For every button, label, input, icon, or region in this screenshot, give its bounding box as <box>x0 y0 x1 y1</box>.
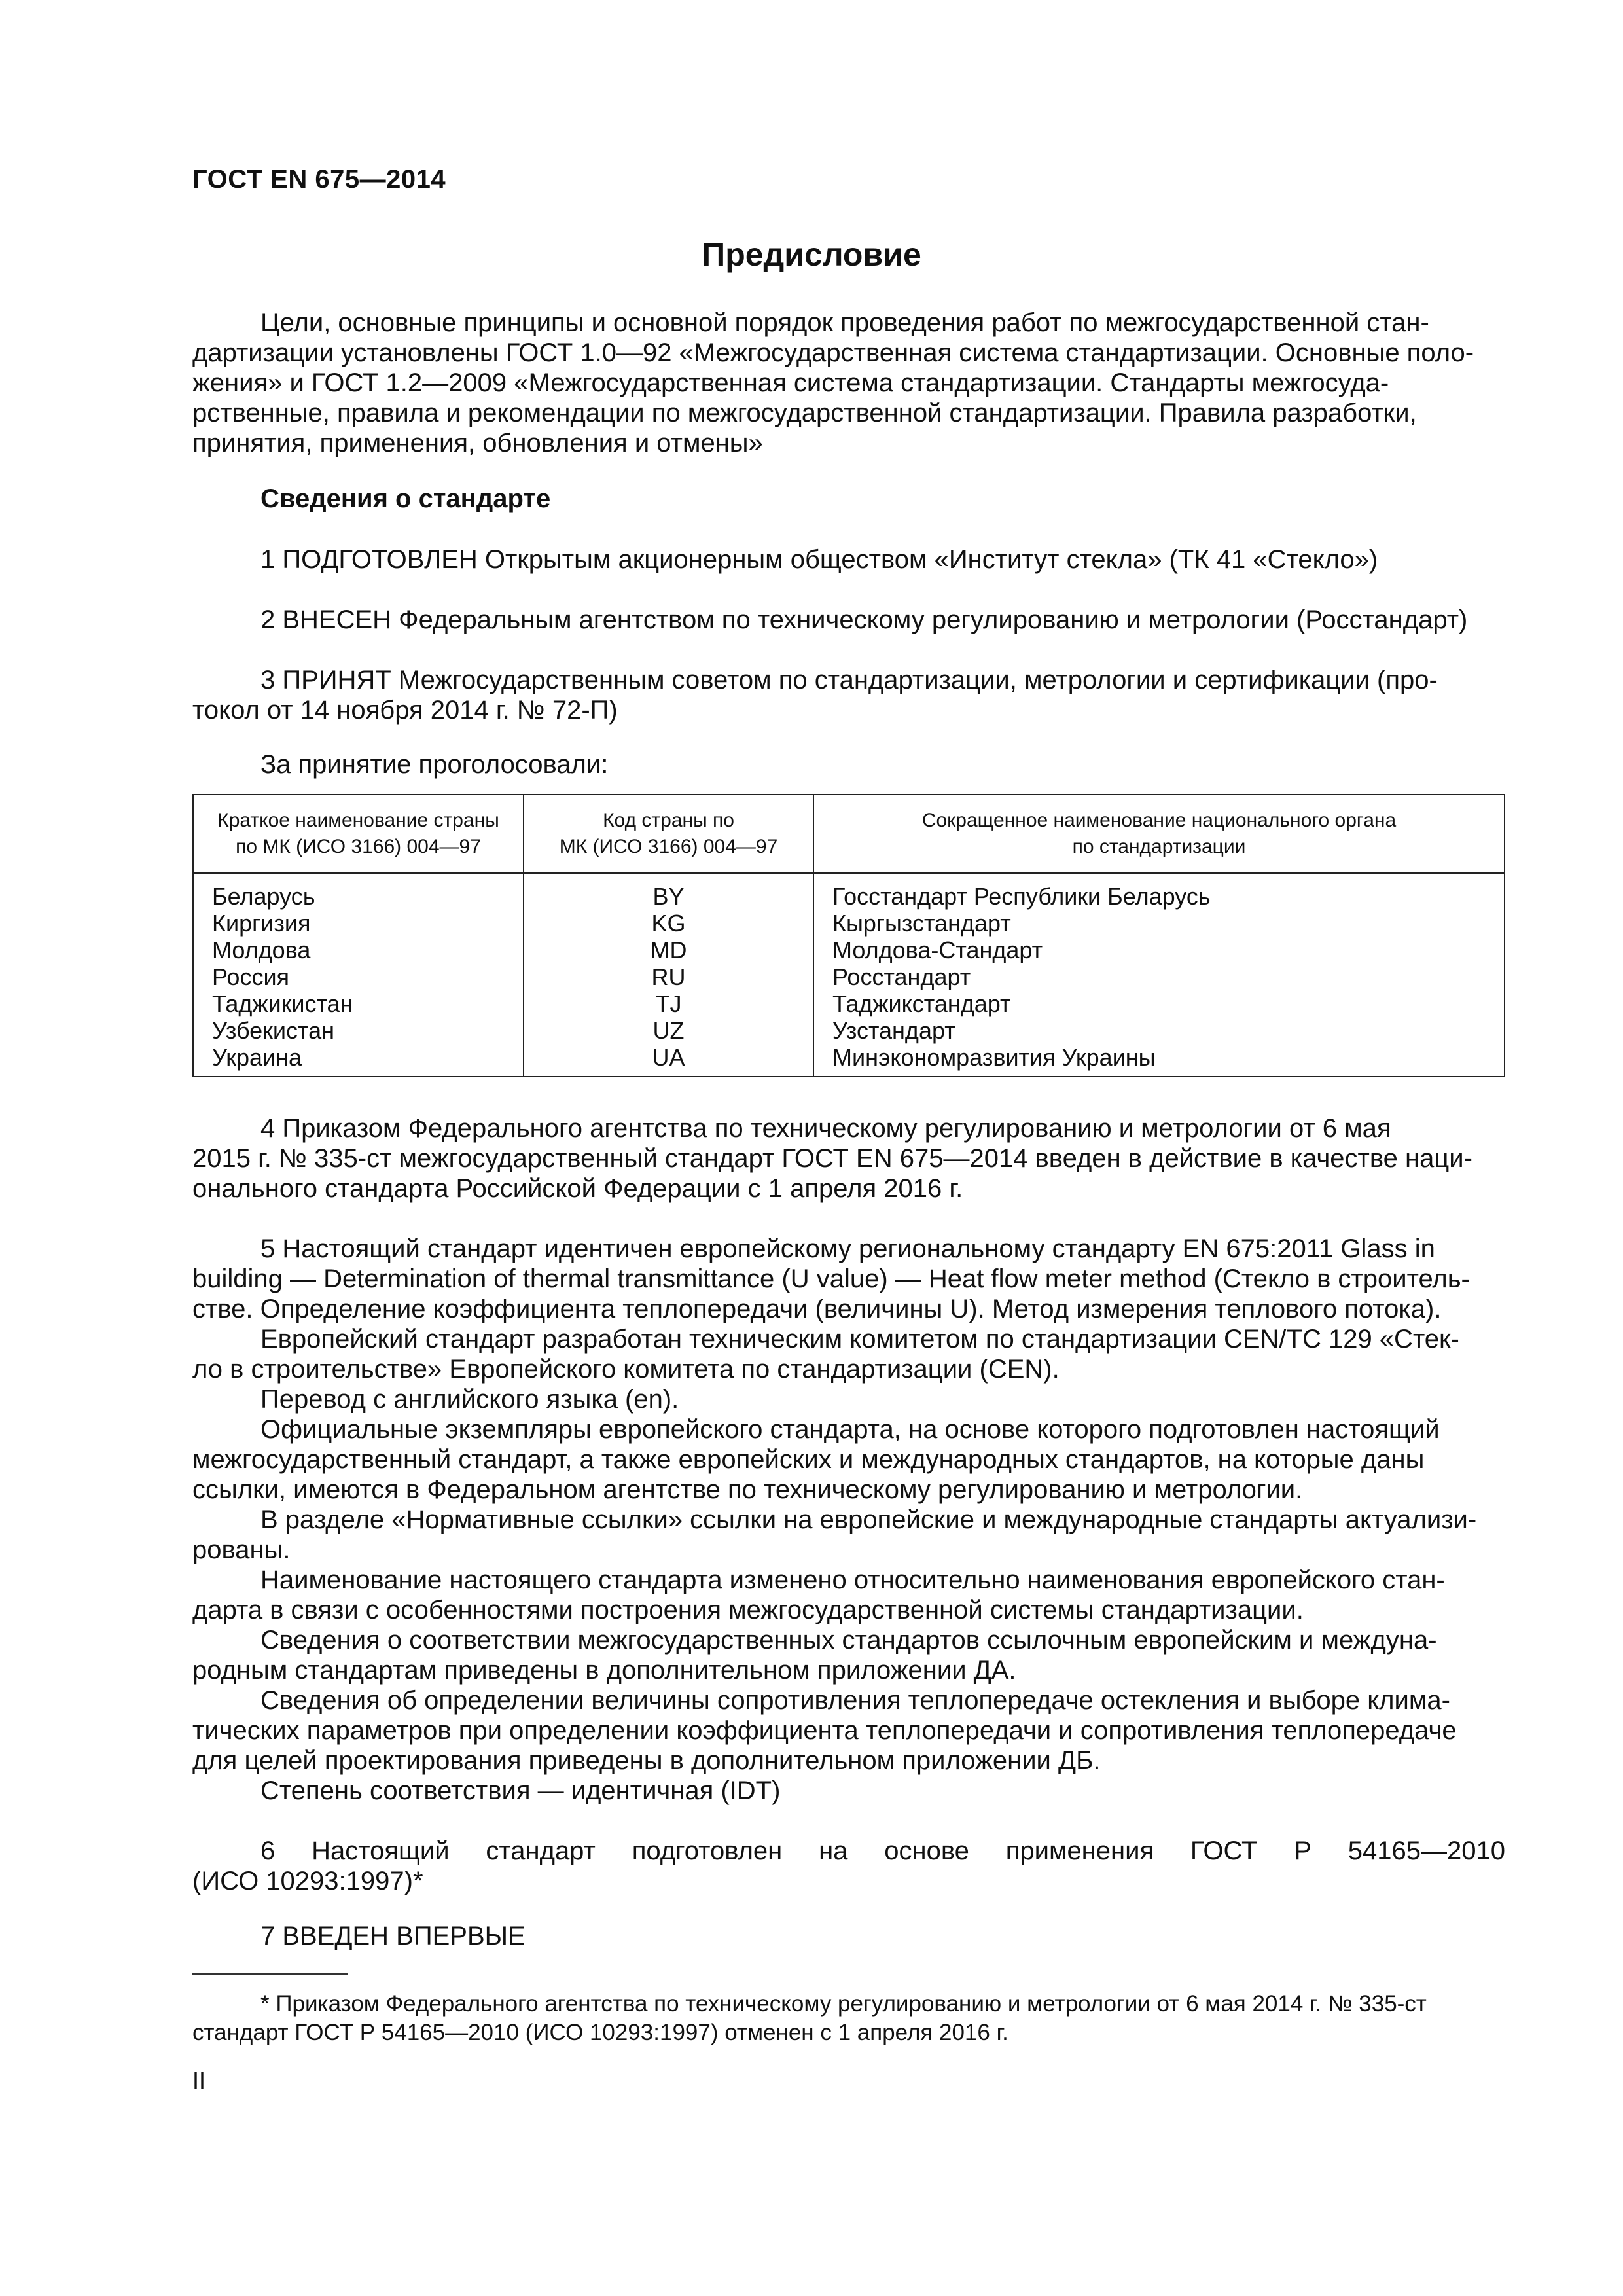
text-line: В разделе «Нормативные ссылки» ссылки на европейские и международные стандарты актуализи- <box>260 1505 1477 1534</box>
page-number: II <box>192 2067 206 2094</box>
table-row <box>193 873 1505 1077</box>
body-column <box>813 873 1505 1077</box>
text-line: токол от 14 ноября 2014 г. № 72-П) <box>192 696 618 725</box>
text-line: 2015 г. № 335-ст межгосударственный стандарт ГОСТ EN 675—2014 введен в действие в качестве наци- <box>192 1144 1472 1173</box>
body-cell: Молдова-Стандарт <box>832 937 1043 963</box>
body-cell: Госстандарт Республики Беларусь <box>832 883 1211 910</box>
table-header-body <box>813 795 1505 873</box>
text-line: 4 Приказом Федерального агентства по техническому регулированию и метрологии от 6 мая <box>260 1114 1391 1143</box>
vote-table <box>192 794 1505 1077</box>
country-cell: Россия <box>212 963 290 990</box>
item-1: 1 ПОДГОТОВЛЕН Открытым акционерным обществом «Институт стекла» (ТК 41 «Стекло») <box>260 545 1378 574</box>
text-line: родным стандартам приведены в дополнительном приложении ДА. <box>192 1656 1016 1685</box>
header-line: Краткое наименование страны <box>217 810 499 831</box>
footnote-line: стандарт ГОСТ Р 54165—2010 (ИСО 10293:1997) отменен с 1 апреля 2016 г. <box>192 2020 1008 2045</box>
country-cell: Молдова <box>212 937 311 963</box>
item-2: 2 ВНЕСЕН Федеральным агентством по техническому регулированию и метрологии (Росстандарт) <box>260 605 1468 634</box>
text-line: рственные, правила и рекомендации по межгосударственной стандартизации. Правила разработки, <box>192 399 1417 427</box>
text-line: (ИСО 10293:1997)* <box>192 1867 423 1895</box>
text-line: building — Determination of thermal transmittance (U value) — Heat flow meter method (Стекло в строитель- <box>192 1265 1470 1293</box>
body-cell: Росстандарт <box>832 963 971 990</box>
text-line: Сведения об определении величины сопротивления теплопередаче остекления и выборе клима- <box>260 1686 1450 1715</box>
header-line: МК (ИСО 3166) 004—97 <box>559 836 778 857</box>
country-cell: Таджикистан <box>212 990 353 1017</box>
text-line: онального стандарта Российской Федерации с 1 апреля 2016 г. <box>192 1174 963 1203</box>
country-cell: Узбекистан <box>212 1017 335 1044</box>
code-cell: MD <box>650 937 687 963</box>
text-line: ло в строительстве» Европейского комитета по стандартизации (CEN). <box>192 1355 1060 1384</box>
body-cell: Минэкономразвития Украины <box>832 1044 1156 1071</box>
body-cell: Узстандарт <box>832 1017 955 1044</box>
header-line: Код страны по <box>603 810 734 831</box>
text-line: Европейский стандарт разработан техническим комитетом по стандартизации CEN/TC 129 «Стек- <box>260 1325 1459 1354</box>
text-line: Наименование настоящего стандарта изменено относительно наименования европейского стан- <box>260 1566 1445 1594</box>
body-cell: Кыргызстандарт <box>832 910 1011 937</box>
body-cell: Таджикстандарт <box>832 990 1011 1017</box>
table-header-row <box>193 795 1505 873</box>
table-header-code <box>524 795 813 873</box>
text-line: 6 Настоящий стандарт подготовлен на основе применения ГОСТ Р 54165—2010 <box>260 1837 1505 1865</box>
code-cell: BY <box>652 883 685 910</box>
country-cell: Киргизия <box>212 910 311 937</box>
text-line: принятия, применения, обновления и отмены» <box>192 429 763 457</box>
code-cell: RU <box>651 963 686 990</box>
text-line: Сведения о соответствии межгосударственных стандартов ссылочным европейским и междуна- <box>260 1626 1437 1655</box>
code-cell: TJ <box>655 990 682 1017</box>
text-line: для целей проектирования приведены в дополнительном приложении ДБ. <box>192 1746 1101 1775</box>
text-line: дартизации установлены ГОСТ 1.0—92 «Межгосударственная система стандартизации. Основные поло- <box>192 338 1474 367</box>
page-title: Предисловие <box>702 236 921 273</box>
gost-code-header: ГОСТ EN 675—2014 <box>192 165 446 194</box>
text-line: межгосударственный стандарт, а также европейских и международных стандартов, на которые даны <box>192 1445 1425 1474</box>
text-line: рованы. <box>192 1535 291 1564</box>
header-line: Сокращенное наименование национального органа <box>921 810 1397 831</box>
country-column <box>193 873 524 1077</box>
code-cell: KG <box>651 910 686 937</box>
text-line: стве. Определение коэффициента теплопередачи (величины U). Метод измерения теплового потока). <box>192 1295 1442 1323</box>
code-column <box>524 873 813 1077</box>
text-line: жения» и ГОСТ 1.2—2009 «Межгосударственная система стандартизации. Стандарты межгосуда- <box>192 368 1389 397</box>
header-line: по стандартизации <box>1072 836 1246 857</box>
text-line: Цели, основные принципы и основной порядок проведения работ по межгосударственной стан- <box>260 308 1429 337</box>
footnote-divider <box>192 1973 348 1975</box>
vote-intro: За принятие проголосовали: <box>260 750 609 779</box>
text-line: дарта в связи с особенностями построения межгосударственной системы стандартизации. <box>192 1596 1304 1624</box>
country-cell: Беларусь <box>212 883 315 910</box>
section-title: Сведения о стандарте <box>260 484 551 513</box>
text-line: Официальные экземпляры европейского стандарта, на основе которого подготовлен настоящий <box>260 1415 1440 1444</box>
footnote <box>192 1990 1505 2047</box>
table-header-country <box>193 795 524 873</box>
text-line: 3 ПРИНЯТ Межгосударственным советом по стандартизации, метрологии и сертификации (про- <box>260 666 1438 694</box>
header-line: по МК (ИСО 3166) 004—97 <box>236 836 481 857</box>
text-line: 5 Настоящий стандарт идентичен европейскому региональному стандарту EN 675:2011 Glass in <box>260 1234 1435 1263</box>
text-line: Степень соответствия — идентичная (IDT) <box>260 1776 781 1805</box>
item-7: 7 ВВЕДЕН ВПЕРВЫЕ <box>260 1922 526 1950</box>
footnote-line: * Приказом Федерального агентства по техническому регулированию и метрологии от 6 мая 2014 г. № 335-ст <box>260 1991 1427 2017</box>
code-cell: UA <box>652 1044 685 1071</box>
text-line: ссылки, имеются в Федеральном агентстве по техническому регулированию и метрологии. <box>192 1475 1303 1504</box>
country-cell: Украина <box>212 1044 302 1071</box>
text-line: тических параметров при определении коэффициента теплопередачи и сопротивления теплопередаче <box>192 1716 1457 1745</box>
code-cell: UZ <box>652 1017 685 1044</box>
text-line: Перевод с английского языка (en). <box>260 1385 679 1414</box>
